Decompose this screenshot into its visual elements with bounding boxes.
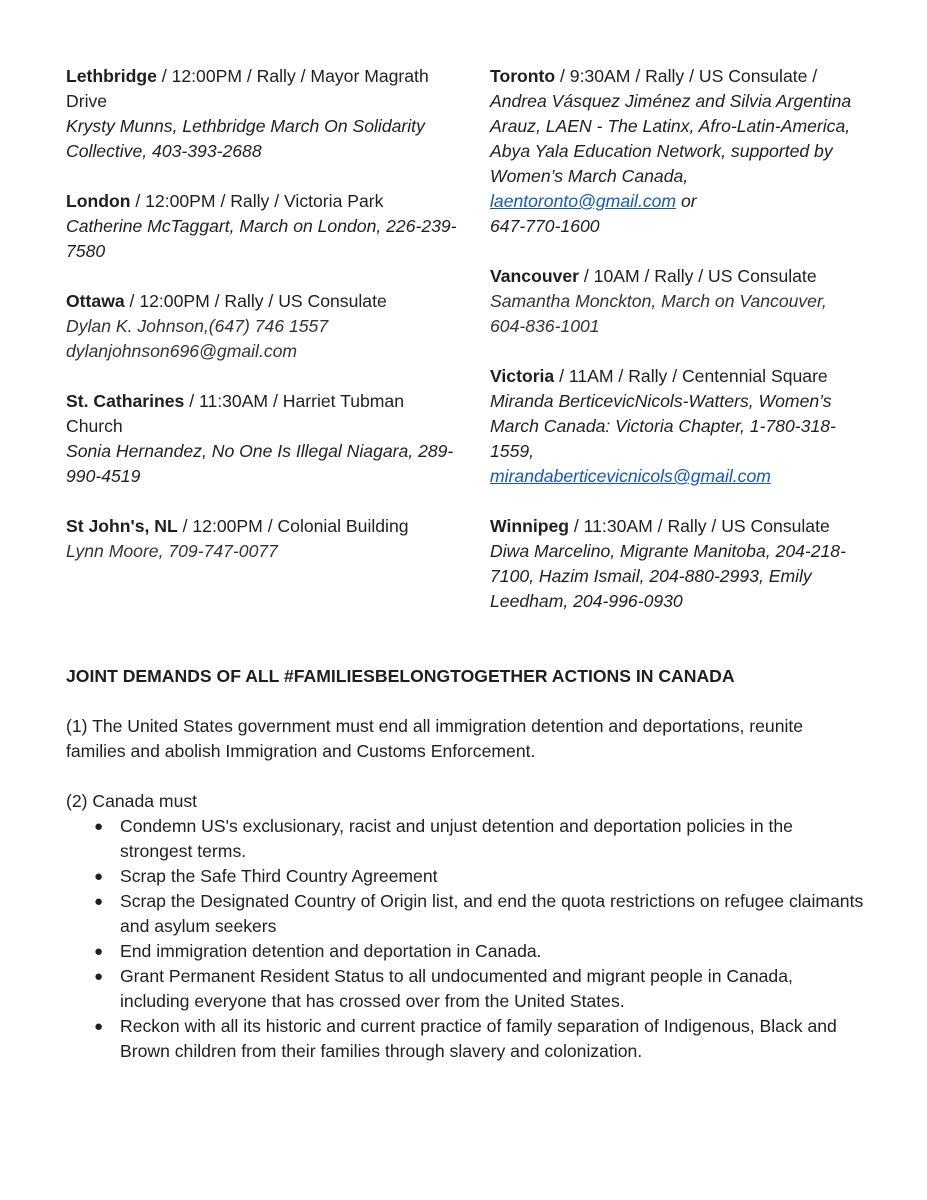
email-link[interactable]: mirandaberticevicnicols@gmail.com <box>490 466 771 486</box>
list-item <box>66 889 866 939</box>
event-contact: Catherine McTaggart, March on London, 226-239-7580 <box>66 216 457 261</box>
left-column <box>66 64 458 589</box>
event-header <box>66 64 458 114</box>
event-toronto <box>490 64 866 239</box>
event-header <box>490 364 866 389</box>
list-item-text: End immigration detention and deportation in Canada. <box>120 941 542 961</box>
event-details: / 11AM / Rally / Centennial Square <box>554 366 828 386</box>
city-name: Victoria <box>490 366 555 386</box>
event-header <box>66 189 458 214</box>
contact-text: Andrea Vásquez Jiménez and Silvia Argentina Arauz, LAEN - The Latinx, Afro-Latin-America, Abya Yala Education Network, supported by Women’s March Canada, <box>490 91 852 186</box>
list-item <box>66 939 866 964</box>
event-details: / 12:00PM / Rally / Victoria Park <box>130 191 384 211</box>
right-column <box>490 64 866 639</box>
event-header <box>490 514 866 539</box>
bullet-icon: ● <box>94 968 104 985</box>
event-details: / 12:00PM / Colonial Building <box>177 516 409 536</box>
event-contact: Dylan K. Johnson,(647) 746 1557 <box>66 316 329 336</box>
event-london <box>66 189 458 264</box>
event-header <box>66 389 458 439</box>
event-contact-email: dylanjohnson696@gmail.com <box>66 341 298 361</box>
bullet-icon: ● <box>94 943 104 960</box>
event-details: / 10AM / Rally / US Consulate <box>579 266 817 286</box>
event-contact <box>490 89 866 214</box>
contact-text-or: or <box>676 191 697 211</box>
list-item <box>66 814 866 864</box>
city-name: St. Catharines <box>66 391 185 411</box>
event-st-catharines <box>66 389 458 489</box>
email-link[interactable]: laentoronto@gmail.com <box>490 191 677 211</box>
list-item <box>66 864 866 889</box>
bullet-icon: ● <box>94 818 104 835</box>
demand-two-intro: (2) Canada must <box>66 791 198 811</box>
event-details: / 9:30AM / Rally / US Consulate / <box>555 66 818 86</box>
city-name: Winnipeg <box>490 516 569 536</box>
event-contact: Sonia Hernandez, No One Is Illegal Niagara, 289-990-4519 <box>66 441 454 486</box>
event-contact-phone: 647-770-1600 <box>490 216 600 236</box>
event-contact: Krysty Munns, Lethbridge March On Solidarity Collective, 403-393-2688 <box>66 116 425 161</box>
event-contact: Miranda BerticevicNicols-Watters, Women’s March Canada: Victoria Chapter, 1-780-318-1559, <box>490 391 836 461</box>
event-header <box>490 64 866 89</box>
event-details: / 11:30AM / Harriet Tubman Church <box>66 391 405 436</box>
event-contact-email <box>490 464 866 489</box>
demand-two-list <box>66 814 866 1064</box>
list-item-text: Condemn US's exclusionary, racist and unjust detention and deportation policies in the strongest terms. <box>120 816 793 861</box>
list-item <box>66 1014 866 1064</box>
event-contact: Lynn Moore, 709-747-0077 <box>66 541 278 561</box>
joint-demands-heading: JOINT DEMANDS OF ALL #FAMILIESBELONGTOGETHER ACTIONS IN CANADA <box>66 666 735 686</box>
joint-demands-section <box>66 664 866 1064</box>
event-st-johns <box>66 514 458 564</box>
city-name: Ottawa <box>66 291 125 311</box>
bullet-icon: ● <box>94 1018 104 1035</box>
event-header <box>66 289 458 314</box>
list-item-text: Grant Permanent Resident Status to all undocumented and migrant people in Canada, including everyone that has crossed over from the United States. <box>120 966 793 1011</box>
list-item-text: Scrap the Safe Third Country Agreement <box>120 866 438 886</box>
event-header <box>490 264 866 289</box>
event-details: / 11:30AM / Rally / US Consulate <box>569 516 830 536</box>
event-contact: Samantha Monckton, March on Vancouver, 604-836-1001 <box>490 291 827 336</box>
event-winnipeg <box>490 514 866 614</box>
event-ottawa <box>66 289 458 364</box>
list-item-text: Reckon with all its historic and current practice of family separation of Indigenous, Black and Brown children from their families through slavery and colonization. <box>120 1016 837 1061</box>
event-vancouver <box>490 264 866 339</box>
bullet-icon: ● <box>94 893 104 910</box>
city-name: London <box>66 191 131 211</box>
event-contact: Diwa Marcelino, Migrante Manitoba, 204-218-7100, Hazim Ismail, 204-880-2993, Emily Leedham, 204-996-0930 <box>490 541 846 611</box>
event-details: / 12:00PM / Rally / US Consulate <box>124 291 387 311</box>
city-name: Lethbridge <box>66 66 157 86</box>
demand-one: (1) The United States government must end all immigration detention and deportations, reunite families and abolish Immigration and Customs Enforcement. <box>66 716 804 761</box>
city-name: Vancouver <box>490 266 579 286</box>
event-details: / 12:00PM / Rally / Mayor Magrath Drive <box>66 66 429 111</box>
list-item <box>66 964 866 1014</box>
event-victoria <box>490 364 866 489</box>
list-item-text: Scrap the Designated Country of Origin list, and end the quota restrictions on refugee claimants and asylum seekers <box>120 891 864 936</box>
city-name: Toronto <box>490 66 556 86</box>
city-name: St John's, NL <box>66 516 178 536</box>
bullet-icon: ● <box>94 868 104 885</box>
event-header <box>66 514 458 539</box>
event-lethbridge <box>66 64 458 164</box>
